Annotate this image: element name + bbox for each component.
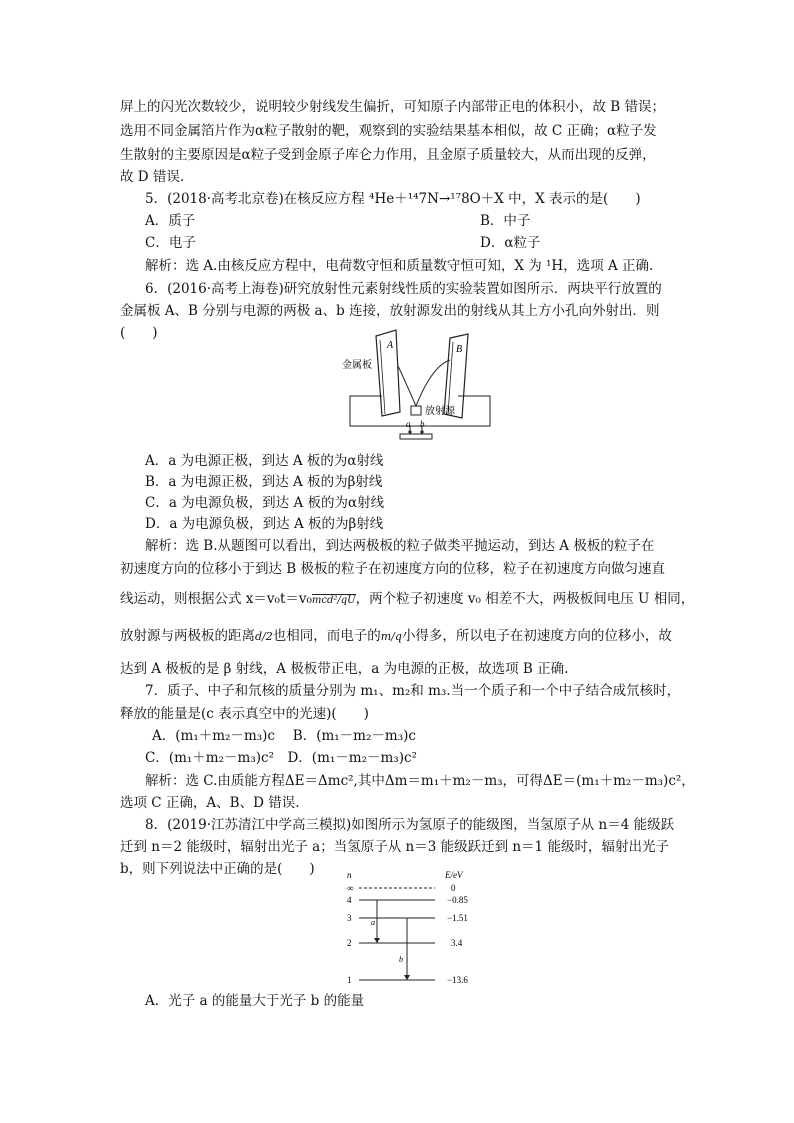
q7-analysis-2: 选项 C 正确，A、B、D 错误. (120, 795, 300, 811)
q6-analysis-4-a: 放射源与两极板的距离 (120, 628, 255, 644)
power-supply (400, 434, 432, 439)
q6-stem-3: ( ) (120, 325, 158, 341)
q7-stem-1: 7．质子、中子和氘核的质量分别为 m₁、m₂和 m₃.当一个质子和一个中子结合成氘核时， (145, 683, 681, 699)
q6-apparatus-figure (340, 326, 500, 451)
fig-label-source: 放射源 (425, 406, 455, 417)
level-e-1: −13.6 (447, 975, 468, 985)
q6-stem-1: 6．(2016·高考上海卷)研究放射性元素射线性质的实验装置如图所示．两块平行放置的 (145, 281, 662, 297)
q6-analysis-2: 初速度方向的位移小于到达 B 极板的粒子在初速度方向的位移，粒子在初速度方向做匀速直 (120, 561, 666, 577)
q5-option-d: D．α粒子 (480, 235, 541, 251)
intro-line-2: 选用不同金属箔片作为α粒子散射的靶，观察到的实验结果基本相似，故 C 正确；α粒子发 (120, 123, 657, 139)
q5-stem: 5．(2018·高考北京卷)在核反应方程 ⁴He＋¹⁴7N→¹⁷8O＋X 中，X 表示的是( ) (145, 191, 641, 207)
q8-stem-1: 8．(2019·江苏清江中学高三模拟)如图所示为氢原子的能级图，当氢原子从 n＝4 能级跃 (145, 817, 675, 833)
level-e-2: 3.4 (451, 938, 463, 948)
q5-analysis: 解析：选 A.由核反应方程中，电荷数守恒和质量数守恒可知，X 为 ¹H，选项 A 正确. (145, 258, 654, 274)
q6-analysis-4-b: 也相同，而电子的 (272, 628, 381, 644)
q8-option-a: A．光子 a 的能量大于光子 b 的能量 (145, 993, 365, 1009)
q6-analysis-4-c: 小得多，所以电子在初速度方向的位移小，故 (401, 628, 672, 644)
level-n-4: 4 (347, 895, 352, 905)
q6-option-d: D．a 为电源负极，到达 A 板的为β射线 (145, 516, 384, 532)
intro-line-1: 屏上的闪光次数较少，说明较少射线发生偏折，可知原子内部带正电的体积小，故 B 错误； (120, 99, 666, 115)
q6-analysis-1: 解析：选 B.从题图可以看出，到达两极板的粒子做类平抛运动，到达 A 极板的粒子在 (145, 538, 655, 554)
fig-label-a-plate: A (387, 340, 394, 351)
level-n-inf: ∞ (347, 883, 354, 893)
q8-stem-2: 迁到 n＝2 能级时，辐射出光子 a；当氢原子从 n＝3 能级跃迁到 n＝1 能级时，辐射出光子 (120, 839, 669, 855)
q6-analysis-3-b: ，两个粒子初速度 v₀ 相差不大，两极板间电压 U 相同， (355, 591, 695, 607)
q8-energy-level-diagram (335, 868, 485, 990)
level-n-3: 3 (347, 913, 352, 923)
q8-stem-3: b，则下列说法中正确的是( ) (120, 861, 315, 877)
level-e-inf: 0 (451, 883, 456, 893)
q6-analysis-3-a: 线运动，则根据公式 x＝v₀t＝v₀ (120, 591, 312, 607)
level-n-1: 1 (347, 975, 352, 985)
q6-analysis-3 (120, 588, 695, 612)
intro-line-4: 故 D 错误. (120, 169, 185, 185)
q5-option-c: C．电子 (145, 235, 196, 251)
level-n-2: 2 (347, 938, 352, 948)
q6-option-a: A．a 为电源正极，到达 A 板的为α射线 (145, 453, 384, 469)
q6-analysis-5: 达到 A 极板的是 β 射线，A 极板带正电，a 为电源的正极，故选项 B 正确. (120, 661, 569, 677)
intro-line-3: 生散射的主要原因是α粒子受到金原子库仑力作用，且金原子质量较大，从而出现的反弹， (120, 147, 656, 163)
q6-formula-mq: m/q (380, 630, 402, 643)
q7-options-ab: A．(m₁＋m₂－m₃)c B．(m₁－m₂－m₃)c (152, 728, 416, 744)
q6-formula-sqrt: mcd²/qU (311, 595, 356, 606)
q6-option-b: B．a 为电源正极，到达 A 板的为β射线 (145, 474, 383, 490)
path-to-a (398, 366, 416, 406)
q6-formula-d2: d/2 (255, 630, 273, 643)
q7-stem-2: 释放的能量是(c 表示真空中的光速)( ) (120, 706, 369, 722)
q5-option-a: A．质子 (145, 213, 196, 229)
source-box (411, 406, 421, 415)
q7-options-cd: C．(m₁＋m₂－m₃)c² D．(m₁－m₂－m₃)c² (145, 750, 417, 766)
q6-analysis-4 (120, 625, 680, 648)
q6-stem-2: 金属板 A、B 分别与电源的两极 a、b 连接，放射源发出的射线从其上方小孔向外射出．则 (120, 303, 660, 319)
fig-n-axis-label: n (347, 870, 352, 880)
fig-label-plate: 金属板 (342, 360, 372, 371)
fig-label-pole-a: a (406, 419, 411, 429)
fig-e-axis-label: E/eV (445, 870, 463, 880)
photon-a-label: a (371, 918, 375, 927)
q6-option-c: C．a 为电源负极，到达 A 板的为α射线 (145, 495, 385, 511)
q7-analysis-1: 解析：选 C.由质能方程ΔE＝Δmc²,其中Δm＝m₁＋m₂－m₃，可得ΔE＝(m₁＋m₂－m₃)c²， (145, 773, 695, 789)
fig-label-b-plate: B (456, 344, 463, 355)
level-e-3: −1.51 (447, 913, 468, 923)
photon-b-label: b (399, 955, 403, 964)
q5-option-b: B．中子 (480, 213, 531, 229)
level-e-4: −0.85 (447, 895, 468, 905)
fig-label-pole-b: b (420, 419, 425, 429)
